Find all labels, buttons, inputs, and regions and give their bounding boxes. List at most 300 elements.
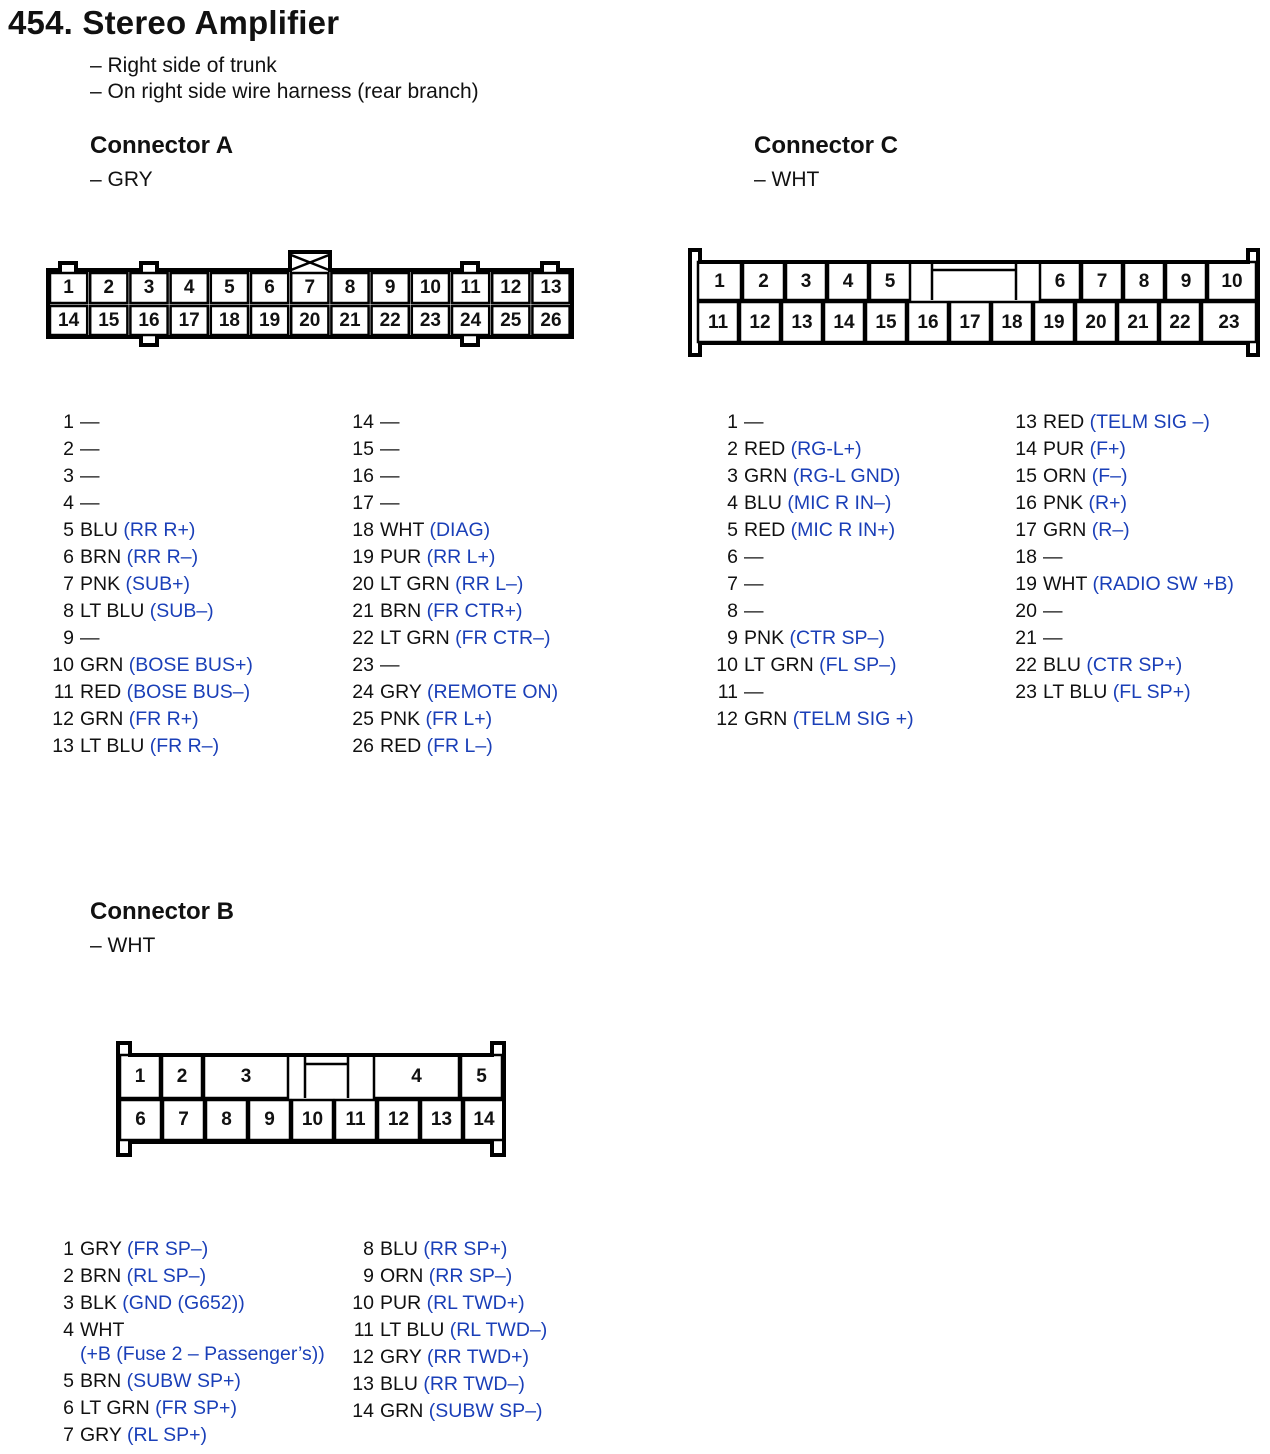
pin-19: 19: [259, 309, 281, 331]
pin-function: (MIC R IN+): [790, 519, 896, 541]
connector-c-pinlist-right: [1015, 409, 1234, 706]
pin-row-8: [63, 598, 253, 625]
pin-row-14: [1015, 436, 1234, 463]
pin-number: 11: [353, 1319, 374, 1341]
pin-number: 9: [363, 1265, 374, 1287]
pin-number: 22: [1015, 654, 1037, 676]
wire-color: LT BLU: [80, 735, 145, 757]
pin-function: (FR L+): [425, 708, 493, 730]
wire-color: BLU: [80, 519, 118, 541]
wire-color: —: [1043, 600, 1063, 622]
pin-row-7: [727, 571, 914, 598]
pin-function: (RR L–): [455, 573, 524, 595]
connector-a-pinlist-left: [52, 409, 253, 760]
pin-number: 19: [1015, 573, 1037, 595]
pin-number: 8: [363, 1238, 374, 1260]
pin-row-13: [1015, 409, 1234, 436]
pin-function: (RL SP–): [126, 1265, 207, 1287]
wire-color: WHT: [1043, 573, 1088, 595]
pin-row-11: [53, 679, 253, 706]
pin-row-13: [52, 733, 253, 760]
wire-color: GRN: [1043, 519, 1087, 541]
wire-color: PNK: [80, 573, 121, 595]
connector-c-color: – WHT: [754, 168, 820, 191]
pin-23: 23: [1218, 312, 1240, 333]
pin-number: 4: [63, 1319, 74, 1341]
wire-color: GRY: [80, 1424, 122, 1446]
pin-function: (SUB+): [125, 573, 191, 595]
pin-number: 6: [63, 546, 74, 568]
pin-16: 16: [917, 312, 939, 333]
pin-number: 21: [1015, 627, 1037, 649]
wire-color: RED: [1043, 411, 1085, 433]
pin-number: 22: [352, 627, 374, 649]
pin-row-12: [716, 706, 914, 733]
wire-color: GRN: [80, 708, 124, 730]
pin-number: 23: [352, 654, 374, 676]
pin-number: 6: [727, 546, 738, 568]
pin-21: 21: [1127, 312, 1149, 333]
pin-9: 9: [264, 1109, 275, 1130]
pin-row-4: [727, 490, 914, 517]
wire-color: PNK: [380, 708, 421, 730]
pin-number: 4: [727, 492, 738, 514]
pin-22: 22: [379, 309, 401, 331]
pin-function: (RR L+): [426, 546, 496, 568]
pin-6: 6: [135, 1109, 146, 1130]
wire-color: PUR: [380, 546, 422, 568]
pin-row-17: [352, 490, 558, 517]
pin-row-1: [63, 409, 253, 436]
pin-function: (FR SP+): [155, 1397, 237, 1419]
pin-row-25: [352, 706, 558, 733]
pin-number: 7: [63, 1424, 74, 1446]
pin-row-11: [717, 679, 914, 706]
pin-17: 17: [178, 309, 200, 331]
pin-number: 7: [63, 573, 74, 595]
connector-b-key: [305, 1055, 348, 1098]
connector-a-color: – GRY: [90, 168, 153, 191]
pin-number: 19: [352, 546, 374, 568]
pin-row-18: [352, 517, 558, 544]
wire-color: LT BLU: [1043, 681, 1108, 703]
pin-number: 8: [727, 600, 738, 622]
pin-3: 3: [143, 277, 155, 298]
wire-color: GRN: [744, 465, 788, 487]
pin-20: 20: [299, 309, 321, 331]
pin-row-4-continued: [80, 1341, 325, 1368]
pin-14: 14: [58, 309, 80, 331]
pin-number: 13: [1015, 411, 1037, 433]
wire-color: ORN: [380, 1265, 424, 1287]
pin-row-3: [63, 1290, 325, 1317]
pin-number: 14: [352, 411, 374, 433]
pin-number: 9: [727, 627, 738, 649]
wire-color: —: [380, 411, 400, 433]
connector-c-pinlist-left: [716, 409, 914, 733]
wire-color: —: [80, 492, 100, 514]
pin-function: (FR L–): [426, 735, 493, 757]
pin-row-12: [352, 1344, 547, 1371]
pin-number: 8: [63, 600, 74, 622]
pin-number: 1: [63, 411, 74, 433]
pin-function: (RR R+): [123, 519, 196, 541]
pin-function: (RADIO SW +B): [1092, 573, 1234, 595]
pin-row-16: [352, 463, 558, 490]
pin-14: 14: [473, 1109, 495, 1130]
pin-function: (TELM SIG +): [792, 708, 914, 730]
pin-number: 13: [52, 735, 74, 757]
pin-number: 25: [352, 708, 374, 730]
pin-number: 3: [63, 465, 74, 487]
wire-color: BRN: [80, 546, 122, 568]
pin-row-8: [363, 1236, 547, 1263]
connector-a-pinlist-right: [352, 409, 559, 760]
pin-number: 2: [63, 1265, 74, 1287]
pin-row-4: [63, 490, 253, 517]
pin-function: (FL SP+): [1112, 681, 1191, 703]
pin-row-10: [716, 652, 914, 679]
pin-function: (FL SP–): [819, 654, 897, 676]
wire-color: WHT: [380, 519, 425, 541]
wire-color: —: [380, 465, 400, 487]
pin-row-5: [63, 517, 253, 544]
pin-8: 8: [1138, 271, 1150, 292]
pin-22: 22: [1169, 312, 1191, 333]
pin-function: (FR R–): [149, 735, 220, 757]
pin-function: (REMOTE ON): [426, 681, 559, 703]
pin-5: 5: [476, 1065, 487, 1087]
pin-number: 2: [727, 438, 738, 460]
pin-number: 20: [1015, 600, 1037, 622]
pin-number: 14: [1015, 438, 1037, 460]
pin-12: 12: [387, 1109, 410, 1130]
pin-18: 18: [218, 309, 240, 331]
pin-row-15: [352, 436, 558, 463]
pin-row-19: [1015, 571, 1234, 598]
pin-24: 24: [460, 309, 482, 331]
pin-function: (FR CTR+): [426, 600, 523, 622]
wire-color: ORN: [1043, 465, 1087, 487]
pin-number: 2: [63, 438, 74, 460]
pin-row-2: [63, 1263, 325, 1290]
pin-7: 7: [304, 277, 316, 298]
pin-row-13: [352, 1371, 547, 1398]
wire-color: GRN: [80, 654, 124, 676]
pin-2: 2: [176, 1065, 188, 1087]
pin-function: (BOSE BUS+): [128, 654, 253, 676]
wire-color: GRY: [380, 1346, 422, 1368]
wire-color: BRN: [80, 1370, 122, 1392]
wire-color: BLU: [380, 1238, 418, 1260]
pin-10: 10: [419, 277, 441, 298]
pin-row-22: [1015, 652, 1234, 679]
pin-number: 21: [352, 600, 374, 622]
wire-color: —: [80, 627, 100, 649]
pin-function: (R+): [1088, 492, 1127, 514]
wire-color: —: [744, 681, 764, 703]
wire-color: RED: [744, 519, 786, 541]
pin-row-17: [1015, 517, 1234, 544]
wire-color: LT GRN: [380, 573, 450, 595]
pin-number: 15: [352, 438, 374, 460]
pin-row-21: [352, 598, 558, 625]
connector-b-heading: Connector B: [90, 898, 234, 925]
wire-color: —: [744, 600, 764, 622]
pin-1: 1: [714, 271, 725, 292]
pin-row-18: [1015, 544, 1234, 571]
wire-color: BLU: [744, 492, 782, 514]
pin-row-23: [1015, 679, 1234, 706]
wire-color: BLK: [80, 1292, 117, 1314]
connector-b-pinlist-right: [352, 1236, 548, 1425]
pin-number: 12: [52, 708, 74, 730]
wire-color: LT GRN: [380, 627, 450, 649]
pin-row-11: [353, 1317, 548, 1344]
pin-number: 16: [352, 465, 374, 487]
pin-row-19: [352, 544, 558, 571]
pin-number: 5: [63, 519, 74, 541]
pin-row-1: [63, 1236, 325, 1263]
pin-3: 3: [800, 271, 812, 292]
pin-4: 4: [842, 271, 854, 292]
pin-number: 12: [352, 1346, 374, 1368]
pin-13: 13: [540, 277, 562, 298]
pin-function: (RL TWD+): [426, 1292, 525, 1314]
wire-color: —: [744, 546, 764, 568]
pin-function: (FR CTR–): [455, 627, 551, 649]
wire-color: GRY: [380, 681, 422, 703]
wire-color: PUR: [1043, 438, 1085, 460]
pin-function: (DIAG): [429, 519, 491, 541]
pin-row-3: [727, 463, 914, 490]
pin-13: 13: [430, 1109, 453, 1130]
pin-11: 11: [707, 312, 729, 333]
page-title: 454. Stereo Amplifier: [8, 4, 340, 41]
pin-5: 5: [884, 271, 896, 292]
pin-function: (MIC R IN–): [787, 492, 892, 514]
pin-number: 5: [63, 1370, 74, 1392]
pin-12: 12: [749, 312, 771, 333]
pin-function: (SUB–): [149, 600, 214, 622]
pin-number: 3: [727, 465, 738, 487]
pin-function: (RR SP+): [423, 1238, 508, 1260]
pin-number: 17: [352, 492, 374, 514]
wire-color: —: [1043, 627, 1063, 649]
pin-row-7: [63, 1422, 325, 1449]
wire-color: PNK: [744, 627, 785, 649]
pin-function: (TELM SIG –): [1089, 411, 1210, 433]
connector-c-key: [932, 262, 1016, 300]
pin-number: 11: [53, 681, 74, 703]
wire-color: —: [80, 411, 100, 433]
pin-row-20: [352, 571, 558, 598]
pin-function: (SUBW SP–): [428, 1400, 543, 1422]
pin-2: 2: [103, 277, 115, 298]
pin-function: (RR SP–): [428, 1265, 513, 1287]
wire-color: LT BLU: [80, 600, 145, 622]
wire-color: LT GRN: [744, 654, 814, 676]
pin-row-5: [727, 517, 914, 544]
pin-8: 8: [344, 277, 356, 298]
wire-color: LT BLU: [380, 1319, 445, 1341]
pin-row-9: [727, 625, 914, 652]
wire-color: —: [80, 438, 100, 460]
pin-number: 10: [52, 654, 74, 676]
pin-row-6: [63, 544, 253, 571]
pin-number: 15: [1015, 465, 1037, 487]
pin-13: 13: [791, 312, 813, 333]
pin-7: 7: [178, 1109, 189, 1130]
pin-number: 12: [716, 708, 738, 730]
pin-function: (F+): [1089, 438, 1126, 460]
pin-number: 20: [352, 573, 374, 595]
pin-number: 13: [352, 1373, 374, 1395]
pin-number: 14: [352, 1400, 374, 1422]
location-line-2: – On right side wire harness (rear branch): [90, 80, 479, 103]
pin-row-10: [52, 652, 253, 679]
wire-color: —: [380, 492, 400, 514]
pin-row-14: [352, 409, 558, 436]
pin-row-23: [352, 652, 558, 679]
connector-c-heading: Connector C: [754, 132, 898, 159]
pin-21: 21: [339, 309, 361, 331]
pin-14: 14: [833, 312, 855, 333]
pin-7: 7: [1096, 271, 1108, 292]
pin-19: 19: [1043, 312, 1065, 333]
wire-color: BLU: [1043, 654, 1081, 676]
wire-color: —: [80, 465, 100, 487]
pin-number: 4: [63, 492, 74, 514]
pin-number: 7: [727, 573, 738, 595]
pin-row-12: [52, 706, 253, 733]
pin-row-9: [363, 1263, 547, 1290]
pin-11: 11: [345, 1109, 366, 1130]
pin-23: 23: [419, 309, 441, 331]
pin-9: 9: [1180, 271, 1192, 292]
pin-8: 8: [221, 1109, 232, 1130]
pin-row-6: [727, 544, 914, 571]
wire-color: BRN: [80, 1265, 122, 1287]
pin-16: 16: [138, 309, 160, 331]
pin-number: 6: [63, 1397, 74, 1419]
pin-function: (CTR SP+): [1086, 654, 1183, 676]
pin-row-7: [63, 571, 253, 598]
pin-row-26: [352, 733, 558, 760]
pin-number: 10: [716, 654, 738, 676]
pin-function: (CTR SP–): [789, 627, 885, 649]
pin-number: 18: [352, 519, 374, 541]
pin-15: 15: [875, 312, 897, 333]
pin-5: 5: [224, 277, 235, 298]
pin-3: 3: [240, 1065, 252, 1087]
connector-b-color: – WHT: [90, 934, 156, 957]
wire-color: —: [1043, 546, 1063, 568]
pin-row-24: [352, 679, 559, 706]
pin-1: 1: [134, 1065, 146, 1087]
pin-row-21: [1015, 625, 1234, 652]
pin-10: 10: [1221, 271, 1243, 292]
pin-number: 11: [717, 681, 738, 703]
pin-function: (SUBW SP+): [126, 1370, 241, 1392]
pin-number: 24: [352, 681, 374, 703]
pin-row-15: [1015, 463, 1234, 490]
pin-number: 18: [1015, 546, 1037, 568]
pin-number: 10: [352, 1292, 374, 1314]
wire-color: GRN: [380, 1400, 424, 1422]
pin-number: 23: [1015, 681, 1037, 703]
wire-color: RED: [380, 735, 422, 757]
pin-row-2: [727, 436, 914, 463]
pin-2: 2: [758, 271, 769, 292]
pin-6: 6: [264, 277, 275, 298]
wire-color: —: [744, 411, 764, 433]
wire-color: PUR: [380, 1292, 422, 1314]
connector-b-pinlist-left: [63, 1236, 325, 1449]
pin-26: 26: [540, 309, 562, 331]
wire-color: GRY: [80, 1238, 122, 1260]
pin-function: (F–): [1091, 465, 1128, 487]
pin-number: 26: [352, 735, 374, 757]
wire-color: —: [380, 438, 400, 460]
wire-color: LT GRN: [80, 1397, 150, 1419]
pin-function: (GND (G652)): [122, 1292, 245, 1314]
pin-20: 20: [1085, 312, 1107, 333]
pin-row-22: [352, 625, 558, 652]
wire-color: —: [744, 573, 764, 595]
pin-25: 25: [500, 309, 522, 331]
wire-color: BRN: [380, 600, 422, 622]
location-line-1: – Right side of trunk: [90, 54, 277, 77]
pin-function: (RL SP+): [126, 1424, 207, 1446]
wire-color: RED: [80, 681, 122, 703]
pin-row-2: [63, 436, 253, 463]
pin-number: 1: [63, 1238, 74, 1260]
wire-color: BLU: [380, 1373, 418, 1395]
pin-function: (RG-L GND): [792, 465, 901, 487]
pin-number: 9: [63, 627, 74, 649]
pin-12: 12: [500, 277, 522, 298]
pin-row-8: [727, 598, 914, 625]
pin-number: 1: [727, 411, 738, 433]
pin-function: (BOSE BUS–): [126, 681, 251, 703]
pin-function: (R–): [1091, 519, 1130, 541]
pin-row-9: [63, 625, 253, 652]
pin-row-14: [352, 1398, 547, 1425]
pin-15: 15: [98, 309, 120, 331]
pin-function: (RG-L+): [790, 438, 862, 460]
pin-11: 11: [460, 277, 481, 298]
pin-function: (RR R–): [126, 546, 199, 568]
pin-row-16: [1015, 490, 1234, 517]
pin-row-3: [63, 463, 253, 490]
pin-17: 17: [959, 312, 981, 333]
pin-function: (RR TWD+): [426, 1346, 529, 1368]
pin-row-1: [727, 409, 914, 436]
wire-color: PNK: [1043, 492, 1084, 514]
pin-18: 18: [1001, 312, 1023, 333]
pin-number: 17: [1015, 519, 1037, 541]
pin-row-5: [63, 1368, 325, 1395]
pin-function: (RL TWD–): [449, 1319, 548, 1341]
wire-color: GRN: [744, 708, 788, 730]
pin-function: (+B (Fuse 2 – Passenger’s)): [80, 1343, 325, 1365]
pin-number: 5: [727, 519, 738, 541]
pin-10: 10: [301, 1109, 324, 1130]
pin-row-10: [352, 1290, 547, 1317]
pin-number: 3: [63, 1292, 74, 1314]
pin-1: 1: [63, 277, 74, 298]
